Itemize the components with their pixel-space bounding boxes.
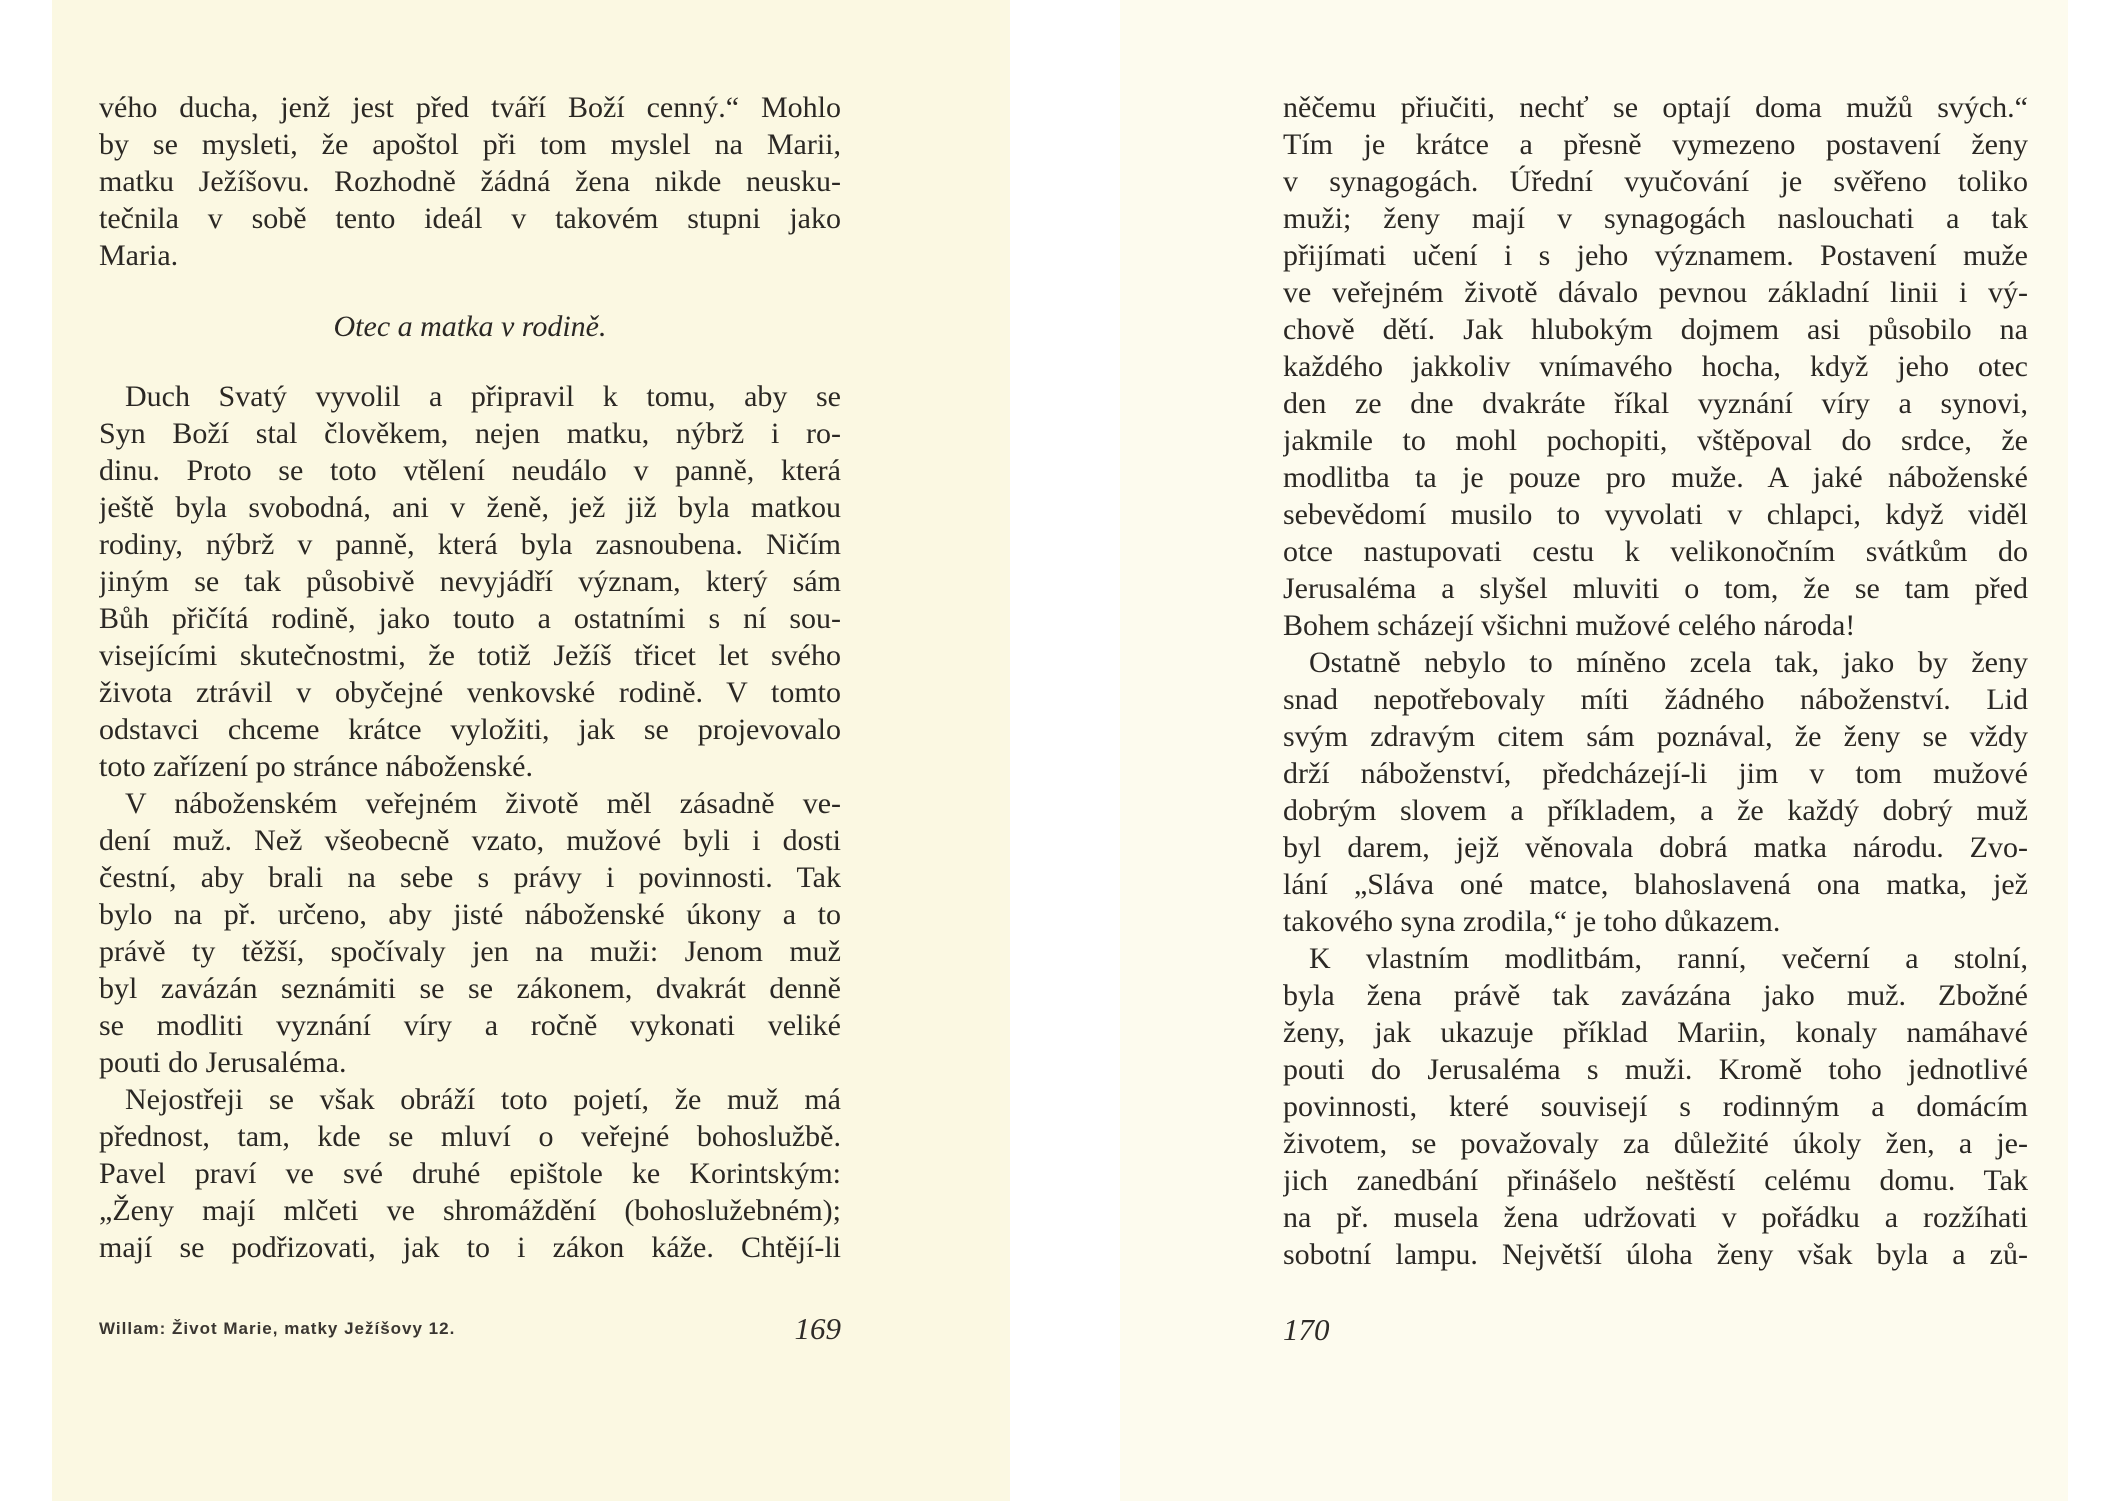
left-page-footer <box>99 1311 841 1351</box>
text-line: jakmile to mohl pochopiti, vštěpoval do srdce, že <box>1283 424 2028 457</box>
text-line: drží náboženství, předcházejí-li jim v tom mužové <box>1283 757 2028 790</box>
right-paragraph-2 <box>1283 644 2028 940</box>
text-line: K vlastním modlitbám, ranní, večerní a stolní, <box>1309 942 2028 975</box>
text-line: Pavel praví ve své druhé epištole ke Korintským: <box>99 1157 841 1190</box>
text-line: Ostatně nebylo to míněno zcela tak, jako by ženy <box>1309 646 2028 679</box>
text-line: právě ty těžší, spočívaly jen na muži: Jenom muž <box>99 935 841 968</box>
text-line: „Ženy mají mlčeti ve shromáždění (bohoslužebném); <box>99 1194 841 1227</box>
text-line: V náboženském veřejném životě měl zásadně ve- <box>125 787 841 820</box>
text-line: ve veřejném životě dávalo pevnou základní linii i vý- <box>1283 276 2028 309</box>
text-line: rodiny, nýbrž v panně, která byla zasnoubena. Ničím <box>99 528 841 561</box>
text-line: Syn Boží stal člověkem, nejen matku, nýbrž i ro- <box>99 417 841 450</box>
text-line: dení muž. Než všeobecně vzato, mužové byli i dosti <box>99 824 841 857</box>
right-paragraph-3 <box>1283 940 2028 1273</box>
text-line: čestní, aby brali na sebe s právy i povinnosti. Tak <box>99 861 841 894</box>
text-line: byl zavázán seznámiti se se zákonem, dvakrát denně <box>99 972 841 1005</box>
text-line: lání „Sláva oné matce, blahoslavená ona matka, jež <box>1283 868 2028 901</box>
text-line: dinu. Proto se toto vtělení neudálo v panně, která <box>99 454 841 487</box>
text-line: životem, se považovaly za důležité úkoly žen, a je- <box>1283 1127 2028 1160</box>
text-line: povinnosti, které souvisejí s rodinným a domácím <box>1283 1090 2028 1123</box>
text-line: modlitba ta je pouze pro muže. A jaké náboženské <box>1283 461 2028 494</box>
text-line: tečnila v sobě tento ideál v takovém stupni jako <box>99 202 841 235</box>
text-line: takového syna zrodila,“ je toho důkazem. <box>1283 905 1781 938</box>
text-line: visejícími skutečnostmi, že totiž Ježíš třicet let svého <box>99 639 841 672</box>
text-line: Duch Svatý vyvolil a připravil k tomu, aby se <box>125 380 841 413</box>
text-line: otce nastupovati cestu k velikonočním svátkům do <box>1283 535 2028 568</box>
printer-signature: Willam: Život Marie, matky Ježíšovy 12. <box>99 1319 456 1338</box>
text-line: Maria. <box>99 239 179 272</box>
section-heading: Otec a matka v rodině. <box>333 310 607 343</box>
text-line: Bohem scházejí všichni mužové celého národa! <box>1283 609 1856 642</box>
text-line: přednost, tam, kde se mluví o veřejné bohoslužbě. <box>99 1120 841 1153</box>
left-page <box>52 0 1010 1501</box>
text-line: života ztrávil v obyčejné venkovské rodině. V tomto <box>99 676 841 709</box>
text-line: pouti do Jerusaléma s muži. Kromě toho jednotlivé <box>1283 1053 2028 1086</box>
page-number: 170 <box>1283 1312 1330 1347</box>
text-line: Nejostřeji se však obráží toto pojetí, že muž má <box>125 1083 841 1116</box>
text-line: ještě byla svobodná, ani v ženě, jež již byla matkou <box>99 491 841 524</box>
left-page-text <box>99 89 841 1266</box>
text-line: vého ducha, jenž jest před tváří Boží cenný.“ Mohlo <box>99 91 841 124</box>
right-paragraph-1 <box>1283 89 2028 644</box>
text-line: v synagogách. Úřední vyučování je svěřeno toliko <box>1283 165 2028 198</box>
text-line: mají se podřizovati, jak to i zákon káže. Chtějí-li <box>99 1231 841 1264</box>
page-number: 169 <box>794 1311 841 1346</box>
left-paragraph-3 <box>99 1081 841 1266</box>
text-line: matku Ježíšovu. Rozhodně žádná žena nikde neusku- <box>99 165 841 198</box>
text-line: svým zdravým citem sám poznával, že ženy se vždy <box>1283 720 2028 753</box>
text-line: den ze dne dvakráte říkal vyznání víry a synovi, <box>1283 387 2028 420</box>
text-line: sobotní lampu. Největší úloha ženy však byla a zů- <box>1283 1238 2028 1271</box>
text-line: byla žena právě tak zavázána jako muž. Zbožné <box>1283 979 2028 1012</box>
text-line: se modliti vyznání víry a ročně vykonati veliké <box>99 1009 841 1042</box>
text-line: něčemu přiučiti, nechť se optají doma mužů svých.“ <box>1283 91 2028 124</box>
text-line: každého jakkoliv vnímavého hocha, když jeho otec <box>1283 350 2028 383</box>
text-line: Tím je krátce a přesně vymezeno postavení ženy <box>1283 128 2028 161</box>
text-line: by se mysleti, že apoštol při tom myslel na Marii, <box>99 128 841 161</box>
text-line: toto zařízení po stránce náboženské. <box>99 750 533 783</box>
text-line: přijímati učení i s jeho významem. Postavení muže <box>1283 239 2028 272</box>
left-paragraph-2 <box>99 785 841 1081</box>
text-line: na př. musela žena udržovati v pořádku a rozžíhati <box>1283 1201 2028 1234</box>
text-line: ženy, jak ukazuje příklad Mariin, konaly namáhavé <box>1283 1016 2028 1049</box>
text-line: muži; ženy mají v synagogách naslouchati a tak <box>1283 202 2028 235</box>
text-line: snad nepotřebovaly míti žádného náboženství. Lid <box>1283 683 2028 716</box>
text-line: pouti do Jerusaléma. <box>99 1046 347 1079</box>
text-line: chově dětí. Jak hlubokým dojmem asi působilo na <box>1283 313 2028 346</box>
text-line: dobrým slovem a příkladem, a že každý dobrý muž <box>1283 794 2028 827</box>
text-line: Bůh přičítá rodině, jako touto a ostatními s ní sou- <box>99 602 841 635</box>
right-page-text <box>1283 89 2028 1273</box>
text-line: odstavci chceme krátce vyložiti, jak se projevovalo <box>99 713 841 746</box>
text-line: byl darem, jejž věnovala dobrá matka národu. Zvo- <box>1283 831 2028 864</box>
text-line: sebevědomí musilo to vyvolati v chlapci, když viděl <box>1283 498 2028 531</box>
text-line: jich zanedbání přinášelo neštěstí celému domu. Tak <box>1283 1164 2028 1197</box>
left-intro-paragraph <box>99 89 841 274</box>
left-paragraph-1 <box>99 378 841 785</box>
text-line: bylo na př. určeno, aby jisté náboženské úkony a to <box>99 898 841 931</box>
text-line: jiným se tak působivě nevyjádří význam, který sám <box>99 565 841 598</box>
right-page <box>1120 0 2068 1501</box>
text-line: Jerusaléma a slyšel mluviti o tom, že se tam před <box>1283 572 2028 605</box>
